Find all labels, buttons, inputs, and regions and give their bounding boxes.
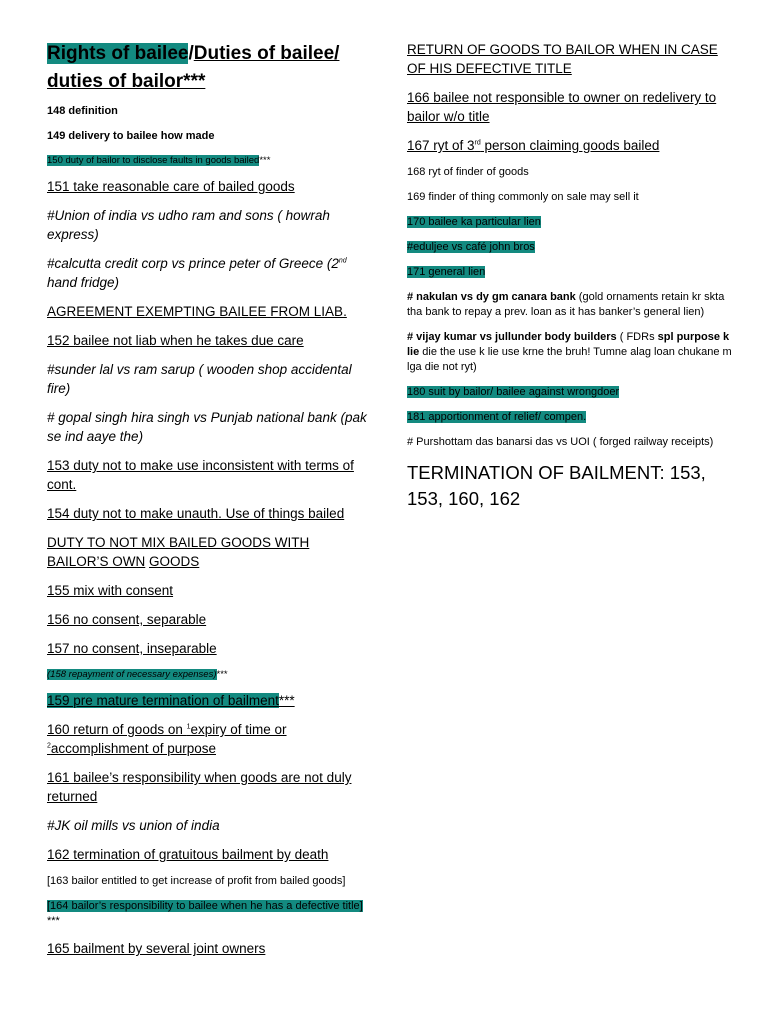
- case-nakulan: # nakulan vs dy gm canara bank (gold ornaments retain kr skta tha bank to repay a prev. loan as it has banker’s general lien): [407, 291, 725, 318]
- section-155: 155 mix with consent: [47, 583, 174, 598]
- case-jk-oil-mills: #JK oil mills vs union of india: [47, 818, 220, 833]
- section-159: 159 pre mature termination of bailment***: [47, 693, 295, 708]
- title-underlined-part: Duties of bailee/ duties of bailor***: [47, 43, 340, 92]
- section-164: [164 bailor’s responsibility to bailee when he has a defective title] ***: [47, 900, 363, 927]
- right-column: [407, 40, 737, 512]
- section-169: 169 finder of thing commonly on sale may sell it: [407, 191, 639, 203]
- case-purshottam-das: # Purshottam das banarsi das vs UOI ( forged railway receipts): [407, 436, 714, 448]
- heading-agreement-exempting: AGREEMENT EXEMPTING BAILEE FROM LIAB.: [47, 304, 347, 319]
- section-161: 161 bailee’s responsibility when goods are not duly returned: [47, 770, 352, 804]
- section-162: 162 termination of gratuitous bailment by death: [47, 847, 329, 862]
- case-union-of-india: #Union of india vs udho ram and sons ( howrah express): [47, 208, 330, 242]
- section-165: 165 bailment by several joint owners: [47, 941, 266, 956]
- section-153: 153 duty not to make use inconsistent with terms of cont.: [47, 458, 354, 492]
- case-sunder-lal: #sunder lal vs ram sarup ( wooden shop accidental fire): [47, 362, 352, 396]
- case-calcutta-credit: #calcutta credit corp vs prince peter of Greece (2nd hand fridge): [47, 256, 347, 290]
- section-171: 171 general lien: [407, 266, 486, 278]
- case-gopal-singh: # gopal singh hira singh vs Punjab national bank (pak se ind aaye the): [47, 410, 367, 444]
- section-158: (158 repayment of necessary expenses)***: [47, 669, 228, 680]
- section-151: 151 take reasonable care of bailed goods: [47, 179, 295, 194]
- left-column: [47, 40, 372, 968]
- section-150: 150 duty of bailor to disclose faults in goods bailed***: [47, 155, 271, 166]
- page-title: Rights of bailee/Duties of bailee/ duties of bailor***: [47, 43, 340, 92]
- section-152: 152 bailee not liab when he takes due care: [47, 333, 304, 348]
- heading-mix-goods: DUTY TO NOT MIX BAILED GOODS WITH BAILOR’S OWN GOODS: [47, 535, 310, 569]
- section-157: 157 no consent, inseparable: [47, 641, 217, 656]
- section-166: 166 bailee not responsible to owner on redelivery to bailor w/o title: [407, 90, 717, 124]
- section-167: 167 ryt of 3rd person claiming goods bailed: [407, 138, 660, 153]
- section-154: 154 duty not to make unauth. Use of things bailed: [47, 506, 345, 521]
- section-181: 181 apportionment of relief/ compen.: [407, 411, 587, 423]
- section-160: 160 return of goods on $^1$expiry of time or $^2$accomplishment of purpose: [47, 722, 287, 756]
- termination-heading: TERMINATION OF BAILMENT: 153, 153, 160, 162: [407, 462, 706, 509]
- heading-return-of-goods: RETURN OF GOODS TO BAILOR WHEN IN CASE OF HIS DEFECTIVE TITLE: [407, 42, 718, 76]
- case-vijay-kumar: # vijay kumar vs jullunder body builders ( FDRs spl purpose k lie die the use k lie use krne the bruh! Tumne alag loan chukane m lga die not ryt): [407, 331, 732, 373]
- section-168: 168 ryt of finder of goods: [407, 166, 529, 178]
- section-163: [163 bailor entitled to get increase of profit from bailed goods]: [47, 875, 346, 887]
- section-170: 170 bailee ka particular lien: [407, 216, 541, 228]
- section-148: 148 definition: [47, 105, 118, 117]
- title-highlighted-part: Rights of bailee: [47, 43, 189, 64]
- section-156: 156 no consent, separable: [47, 612, 207, 627]
- case-eduljee: #eduljee vs café john bros: [407, 241, 535, 253]
- section-180: 180 suit by bailor/ bailee against wrongdoer: [407, 386, 620, 398]
- section-149: 149 delivery to bailee how made: [47, 130, 215, 142]
